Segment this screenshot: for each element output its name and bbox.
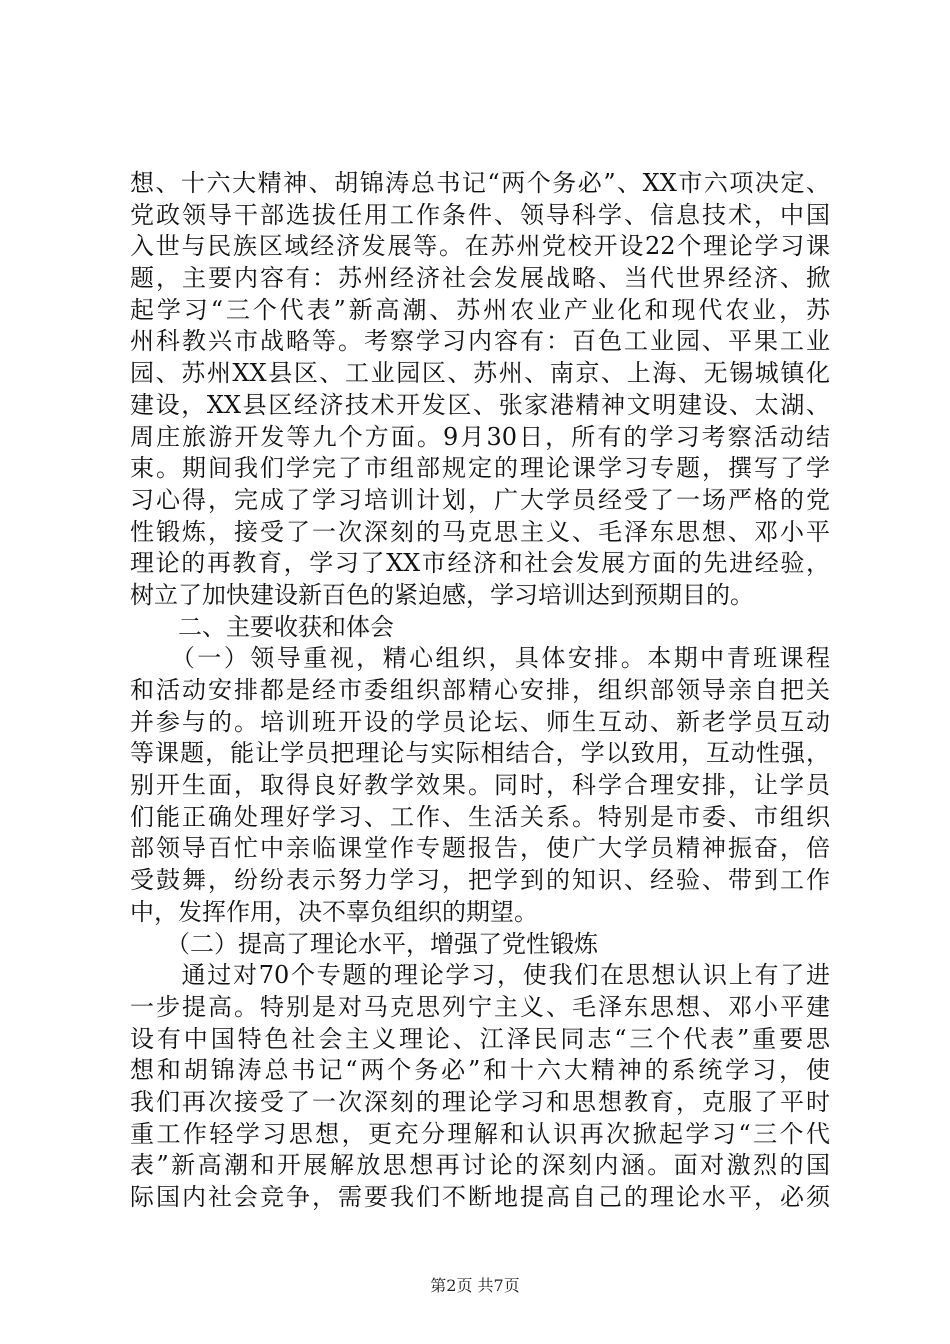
text-line: 党政领导干部选拔任用工作条件、领导科学、信息技术，中国 [130, 200, 830, 229]
text-line: 受鼓舞，纷纷表示努力学习，把学到的知识、经验、带到工作 [130, 866, 830, 895]
text-line: 并参与的。培训班开设的学员论坛、师生互动、新老学员互动 [130, 707, 830, 736]
text-line: （二）提高了理论水平，增强了党性锻炼 [130, 929, 598, 958]
document-body [130, 168, 830, 1214]
text-line: 和活动安排都是经市委组织部精心安排，组织部领导亲自把关 [130, 676, 830, 704]
page-footer: 第2页 共7页 [430, 1276, 520, 1295]
text-line: 二、主要收获和体会 [130, 612, 394, 641]
text-line: 设有中国特色社会主义理论、江泽民同志“三个代表”重要思 [130, 1024, 830, 1053]
text-line: 建设，XX县区经济技术开发区、张家港精神文明建设、太湖、 [130, 390, 830, 419]
text-line: 部领导百忙中亲临课堂作专题报告，使广大学员精神振奋，倍 [130, 834, 830, 863]
text-line: 表”新高潮和开展解放思想再讨论的深刻内涵。面对激烈的国 [130, 1151, 830, 1180]
text-line: 习心得，完成了学习培训计划，广大学员经受了一场严格的党 [130, 485, 830, 514]
text-line: 们能正确处理好学习、工作、生活关系。特别是市委、市组织 [130, 802, 830, 831]
text-line: 园、苏州XX县区、工业园区、苏州、南京、上海、无锡城镇化 [130, 359, 830, 388]
text-line: 树立了加快建设新百色的紧迫感，学习培训达到预期目的。 [130, 580, 754, 609]
text-line: 想和胡锦涛总书记“两个务必”和十六大精神的系统学习，使 [130, 1056, 830, 1085]
text-line: 我们再次接受了一次深刻的理论学习和思想教育，克服了平时 [130, 1087, 830, 1116]
text-line: 别开生面，取得良好教学效果。同时，科学合理安排，让学员 [130, 771, 830, 800]
text-line: 重工作轻学习思想，更充分理解和认识再次掀起学习“三个代 [130, 1119, 830, 1148]
text-line: 等课题，能让学员把理论与实际相结合，学以致用，互动性强， [130, 739, 830, 768]
text-line: 性锻炼，接受了一次深刻的马克思主义、毛泽东思想、邓小平 [130, 517, 830, 546]
text-line: 一步提高。特别是对马克思列宁主义、毛泽东思想、邓小平建 [130, 992, 830, 1021]
text-line: 周庄旅游开发等九个方面。9月30日，所有的学习考察活动结 [130, 422, 830, 451]
text-line: （一）领导重视，精心组织，具体安排。本期中青班课程 [130, 644, 830, 673]
text-line: 入世与民族区域经济发展等。在苏州党校开设22个理论学习课 [130, 232, 830, 261]
text-line: 束。期间我们学完了市组部规定的理论课学习专题，撰写了学 [130, 454, 830, 483]
text-line: 理论的再教育，学习了XX市经济和社会发展方面的先进经验， [130, 549, 830, 578]
text-line: 中，发挥作用，决不辜负组织的期望。 [130, 897, 538, 926]
text-line: 际国内社会竞争，需要我们不断地提高自己的理论水平，必须 [130, 1183, 830, 1211]
text-line: 州科教兴市战略等。考察学习内容有：百色工业园、平果工业 [130, 327, 830, 356]
text-line: 通过对70个专题的理论学习，使我们在思想认识上有了进 [130, 961, 830, 990]
text-line: 题，主要内容有：苏州经济社会发展战略、当代世界经济、掀 [130, 264, 830, 293]
text-line: 起学习“三个代表”新高潮、苏州农业产业化和现代农业，苏 [130, 295, 830, 324]
text-line: 想、十六大精神、胡锦涛总书记“两个务必”、XX市六项决定、 [130, 169, 830, 197]
